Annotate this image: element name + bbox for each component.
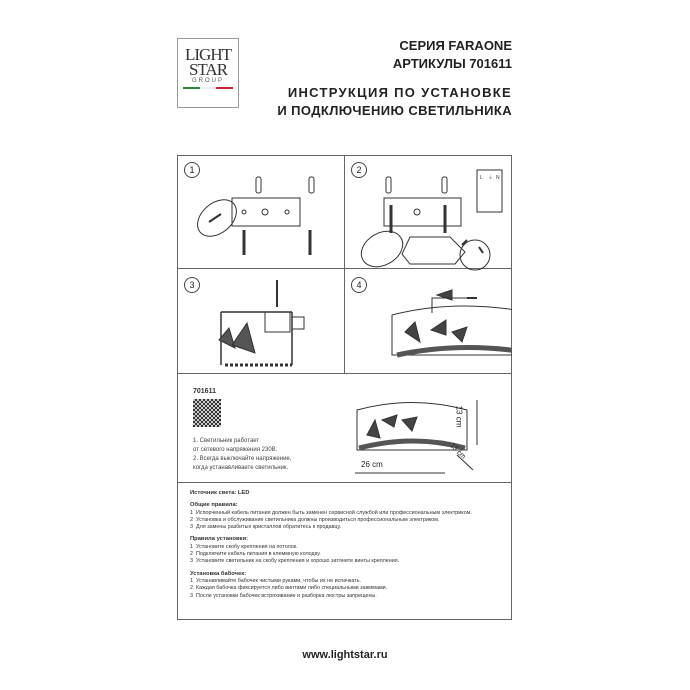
installation-diagrams [177, 155, 512, 485]
logo-line2: STAR [188, 60, 228, 79]
note-line: когда устанавливаете светильник. [193, 465, 289, 471]
assembly-diagram [219, 280, 304, 365]
wiring-diagram [355, 170, 502, 274]
width-dimension: 26 cm [361, 460, 383, 469]
logo-line3: GROUP [191, 78, 224, 84]
step-number-3: 3 [184, 277, 200, 293]
light-source-value: LED [237, 490, 250, 496]
mounting-bracket-diagram [191, 177, 314, 255]
butterfly-install-diagram [392, 290, 512, 355]
rule-item: 2 Каждая бабочка фиксируется либо винтами либо специальными зажимами. [190, 585, 388, 592]
wiring-terminal-label: L [480, 175, 483, 181]
instruction-title-2: И ПОДКЛЮЧЕНИЮ СВЕТИЛЬНИКА [277, 103, 512, 118]
depth-dimension: 13 cm [448, 442, 467, 461]
height-dimension: 13 cm [454, 405, 464, 428]
step-number-2: 2 [351, 162, 367, 178]
step-number-4: 4 [351, 277, 367, 293]
article-number: 701611 [193, 388, 216, 395]
qr-code[interactable] [193, 399, 221, 427]
note-line: от сетевого напряжения 230В. [193, 447, 278, 453]
rules-section [190, 490, 505, 600]
safety-notes [193, 437, 291, 473]
rule-item: 3 Установите светильник на скобу крепления и хорошо затяните винты крепления. [190, 558, 400, 565]
step-number-1: 1 [184, 162, 200, 178]
rule-item: 3 Для замены разбитых кристаллов обратитесь к продавцу. [190, 524, 342, 531]
rule-item: 1 Установите скобу крепления на потолок. [190, 543, 298, 550]
lightstar-logo [177, 38, 239, 108]
rule-item: 2 Подключите кабель питания в клеммную колодку. [190, 551, 321, 558]
general-rules-title: Общие правила: [190, 502, 238, 509]
butterfly-rules-title: Установка бабочек: [190, 570, 247, 577]
note-line: 1. Светильник работает [193, 438, 260, 444]
wiring-terminal-label: ⏚ [488, 175, 494, 181]
rule-item: 2 Установка и обслуживание светильника должны производиться профессиональным электриком. [190, 516, 440, 523]
install-rules-title: Правила установки: [190, 536, 248, 543]
logo-line1: LIGHT [185, 45, 231, 64]
rule-item: 1 Устанавливайте бабочек чистыми руками, чтобы их не испачкать. [190, 577, 362, 584]
series-title: СЕРИЯ FARAONE [399, 38, 512, 53]
rule-item: 3 После установки бабочек встряхивание и разборка люстры запрещены. [190, 592, 377, 599]
italian-flag-icon [183, 87, 233, 89]
rule-item: 1 Испорченный кабель питания должен быть заменен сервисной службой или профессиональным электриком. [190, 509, 472, 516]
note-line: 2. Всегда выключайте напряжение, [193, 456, 292, 462]
articles-title: АРТИКУЛЫ 701611 [392, 56, 512, 71]
website-link[interactable]: www.lightstar.ru [302, 649, 388, 661]
light-source-label: Источник света: [190, 490, 237, 496]
instruction-title-1: ИНСТРУКЦИЯ ПО УСТАНОВКЕ [287, 85, 512, 100]
wiring-terminal-label: N [496, 175, 500, 181]
